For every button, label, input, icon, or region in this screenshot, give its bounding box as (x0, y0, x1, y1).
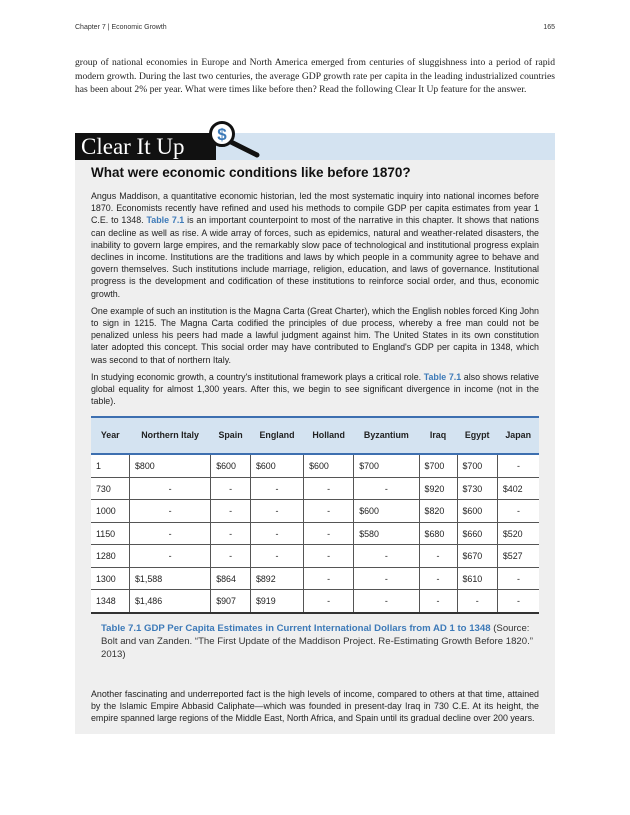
page-header (75, 24, 555, 31)
value-cell: $700 (419, 454, 457, 477)
value-cell: - (130, 477, 211, 500)
magnifier-dollar-icon (209, 121, 269, 161)
value-cell: $600 (354, 500, 419, 523)
value-cell: - (354, 567, 419, 590)
value-cell: - (304, 477, 354, 500)
value-cell: - (457, 590, 497, 613)
value-cell: - (419, 590, 457, 613)
feature-content (91, 165, 539, 730)
value-cell: $402 (497, 477, 539, 500)
p1-text-after: is an important counterpoint to most of the narrative in this chapter. It shows that nations can decline as well as rise. A wide array of forces, such as epidemics, natural and weather-related disasters, the inability to govern large empires, and the remarkably slow pace of technological and institutional progress explain declines in income. Institutions are the traditions and laws by which people in a community agree to behave and govern themselves. Such institutions include marriage, religion, education, and laws of governance. Institutional progress is the development and codification of these institutions to reinforce social order, and thus, economic growth. (91, 215, 539, 299)
value-cell: - (497, 500, 539, 523)
value-cell: - (497, 567, 539, 590)
value-cell: - (304, 522, 354, 545)
value-cell: - (211, 545, 251, 568)
p3-text-after: also shows relative global equality for almost 1,300 years. After this, we begin to see significant divergence in income (not in the table). (91, 371, 539, 407)
value-cell: - (130, 500, 211, 523)
svg-text:$: $ (217, 125, 227, 144)
feature-paragraph-4: Another fascinating and underreported fact is the high levels of income, compared to others at that time, attained by the Islamic Empire Abbasid Caliphate—which was founded in present-day Iraq in 730 C.E. At its height, the empire spanned large regions of the Middle East, North Africa, and Spain until its gradual decline over 200 years. (91, 688, 539, 724)
column-header: Japan (505, 430, 531, 441)
value-cell: $580 (354, 522, 419, 545)
value-cell: $520 (497, 522, 539, 545)
gdp-table (91, 416, 539, 614)
column-header: Northern Italy (141, 430, 199, 441)
value-cell: - (354, 590, 419, 613)
value-cell: $660 (457, 522, 497, 545)
year-cell: 1348 (91, 590, 130, 613)
table-row (91, 454, 539, 477)
value-cell: $670 (457, 545, 497, 568)
value-cell: $919 (250, 590, 303, 613)
value-cell: $610 (457, 567, 497, 590)
value-cell: - (354, 545, 419, 568)
value-cell: $1,588 (130, 567, 211, 590)
value-cell: $892 (250, 567, 303, 590)
p1-text-before: Angus Maddison, a quantitative economic historian, led the most systematic inquiry into national incomes before 1870. Economists recently have refined and used his methods to compile GDP per capita estimates from year 1 C.E. to 1348. (91, 191, 539, 226)
value-cell: - (250, 477, 303, 500)
value-cell: $864 (211, 567, 251, 590)
value-cell: $527 (497, 545, 539, 568)
column-header: England (259, 430, 295, 441)
value-cell: $700 (457, 454, 497, 477)
feature-title: What were economic conditions like before 1870? (91, 165, 411, 180)
value-cell: - (419, 567, 457, 590)
intro-paragraph: group of national economies in Europe and North America emerged from centuries of sluggishness into a period of rapid modern growth. During the last two centuries, the average GDP growth rate per capita in the leading industrialized countries has been about 2% per year. What were times like before then? Read the following Clear It Up feature for the answer. (75, 57, 555, 95)
p3-text-before: In studying economic growth, a country's institutional framework plays a critical role. (91, 371, 422, 382)
column-header: Iraq (429, 430, 447, 441)
year-cell: 1300 (91, 567, 130, 590)
value-cell: $820 (419, 500, 457, 523)
column-header: Spain (218, 430, 243, 441)
table-row (91, 545, 539, 568)
value-cell: $600 (250, 454, 303, 477)
caption-source: (Source: Bolt and van Zanden. “The First Update of the Maddison Project. Re-Estimating Growth Before 1820.” 2013) (101, 622, 533, 660)
value-cell: $600 (457, 500, 497, 523)
chapter-title: Chapter 7 | Economic Growth (75, 24, 167, 31)
table-7-1-link[interactable]: Table 7.1 (423, 371, 462, 382)
value-cell: $920 (419, 477, 457, 500)
table-row (91, 590, 539, 613)
caption-title: Table 7.1 GDP Per Capita Estimates in Current International Dollars from AD 1 to 1348 (101, 622, 491, 634)
value-cell: - (211, 522, 251, 545)
value-cell: - (130, 522, 211, 545)
value-cell: - (250, 522, 303, 545)
feature-paragraph-2: One example of such an institution is the Magna Carta (Great Charter), which the English nobles forced King John to sign in 1215. The Magna Carta codified the principles of due process, whereby a free man could not be penalized unless his peers had made a lawful judgment against him. The United States in its own constitution later adopted this concept. This social order may have contributed to England's GDP per capita in 1348, which was second to that of northern Italy. (91, 305, 539, 365)
table-7-1-link[interactable]: Table 7.1 (146, 215, 185, 226)
table-row (91, 477, 539, 500)
year-cell: 730 (91, 477, 130, 500)
value-cell: - (304, 590, 354, 613)
value-cell: - (250, 545, 303, 568)
year-cell: 1000 (91, 500, 130, 523)
page-number: 165 (543, 24, 555, 31)
value-cell: - (304, 545, 354, 568)
feature-paragraph-3 (91, 371, 539, 408)
value-cell: - (419, 545, 457, 568)
value-cell: - (304, 500, 354, 523)
table-row (91, 567, 539, 590)
year-cell: 1 (91, 454, 130, 477)
clear-it-up-feature (75, 125, 555, 734)
value-cell: $600 (304, 454, 354, 477)
table-caption (91, 622, 539, 661)
feature-badge: Clear It Up (75, 133, 216, 160)
column-header: Year (100, 430, 120, 441)
value-cell: $730 (457, 477, 497, 500)
value-cell: $680 (419, 522, 457, 545)
table-row (91, 500, 539, 523)
year-cell: 1280 (91, 545, 130, 568)
column-header: Byzantium (363, 430, 409, 441)
table-header-row (91, 417, 539, 454)
value-cell: - (250, 500, 303, 523)
feature-paragraph-1 (91, 190, 539, 300)
value-cell: - (211, 500, 251, 523)
table-row (91, 522, 539, 545)
year-cell: 1150 (91, 522, 130, 545)
value-cell: $700 (354, 454, 419, 477)
value-cell: - (211, 477, 251, 500)
value-cell: - (304, 567, 354, 590)
column-header: Holland (312, 430, 345, 441)
value-cell: - (497, 590, 539, 613)
value-cell: $1,486 (130, 590, 211, 613)
value-cell: $600 (211, 454, 251, 477)
value-cell: - (497, 454, 539, 477)
value-cell: - (130, 545, 211, 568)
column-header: Egypt (464, 430, 490, 441)
value-cell: $800 (130, 454, 211, 477)
value-cell: - (354, 477, 419, 500)
value-cell: $907 (211, 590, 251, 613)
